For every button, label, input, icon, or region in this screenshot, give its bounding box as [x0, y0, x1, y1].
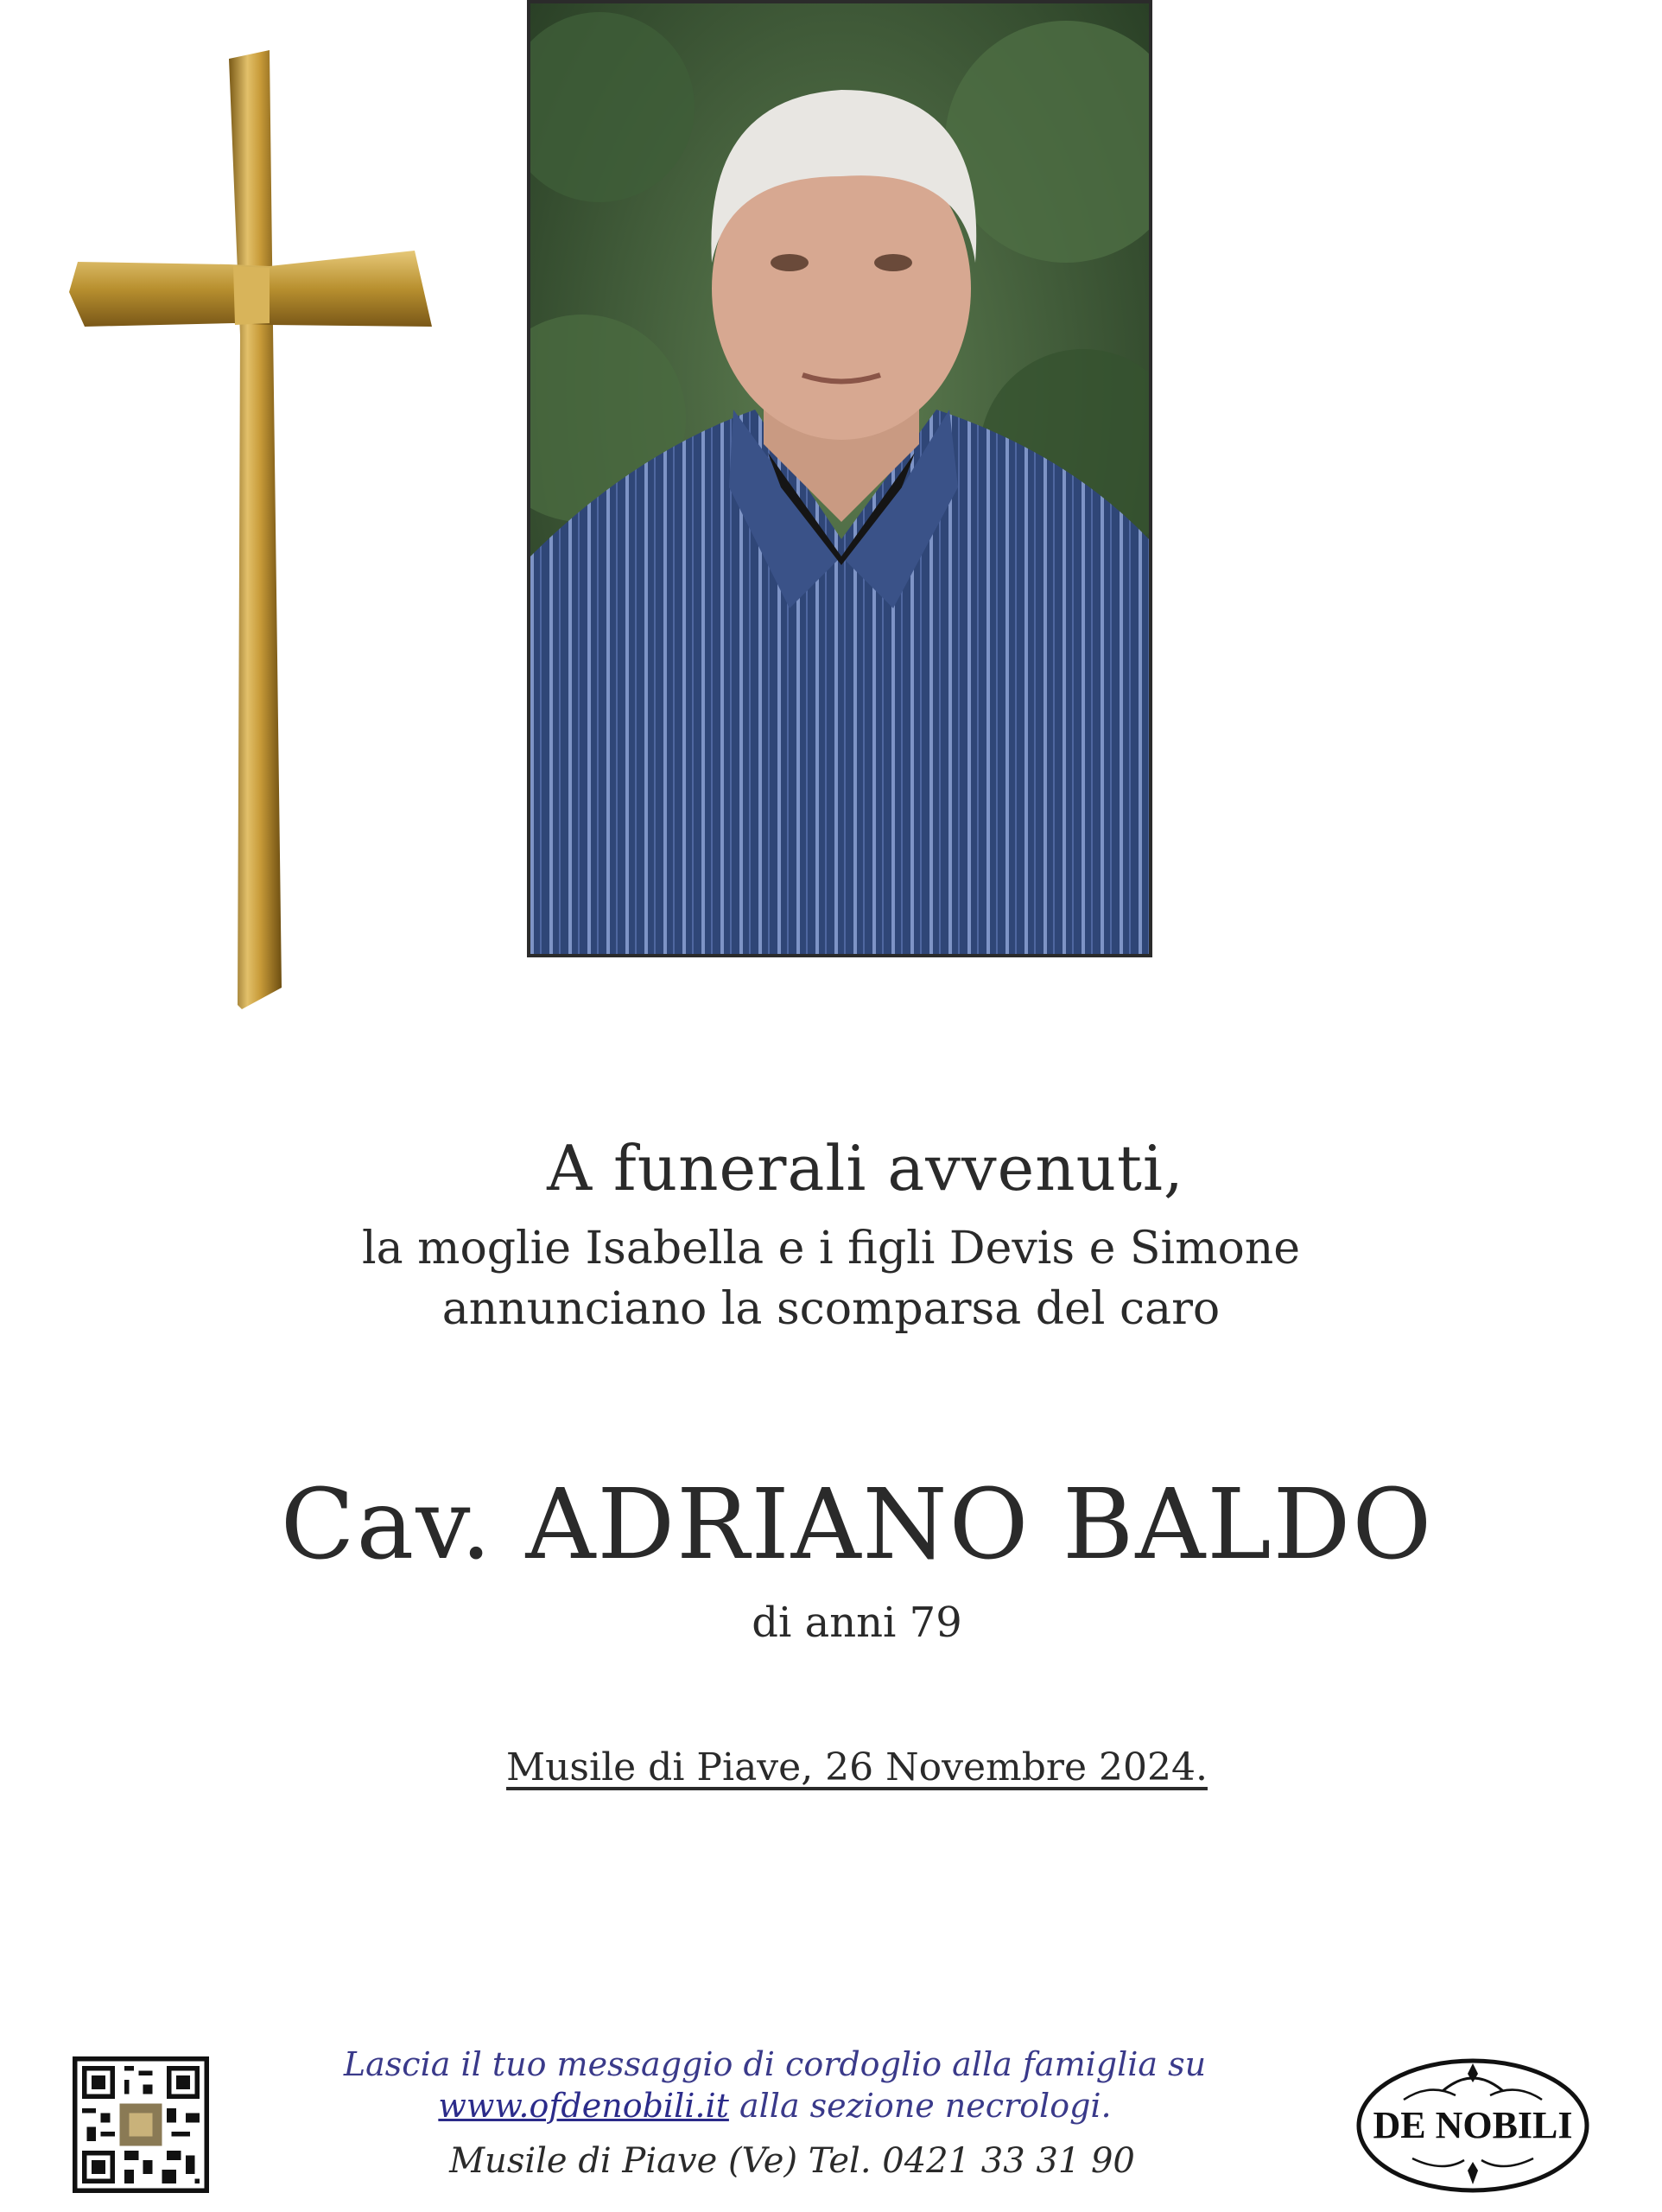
family-announcement [0, 1218, 1662, 1339]
funeral-home-contact: Musile di Piave (Ve) Tel. 0421 33 31 90 [449, 2141, 1135, 2181]
deceased-name: Cav. ADRIANO BALDO [280, 1469, 1434, 1581]
condolence-line-2-suffix: alla sezione necrologi. [739, 2087, 1112, 2125]
logo-text: DE NOBILI [1373, 2104, 1573, 2146]
condolence-line-1: Lascia il tuo messaggio di cordoglio alla famiglia su [343, 2045, 1207, 2083]
website-link[interactable]: www.ofdenobili.it [438, 2087, 729, 2125]
portrait-photo [527, 0, 1152, 957]
intro-text: A funerali avvenuti, [547, 1132, 1184, 1205]
family-line-1: la moglie Isabella e i figli Devis e Simone [361, 1223, 1301, 1274]
deceased-age: di anni 79 [752, 1599, 962, 1647]
de-nobili-logo [1352, 2048, 1594, 2199]
family-line-2: annunciano la scomparsa del caro [441, 1283, 1221, 1335]
cross-icon [69, 50, 441, 1022]
place-date: Musile di Piave, 26 Novembre 2024. [506, 1745, 1208, 1789]
